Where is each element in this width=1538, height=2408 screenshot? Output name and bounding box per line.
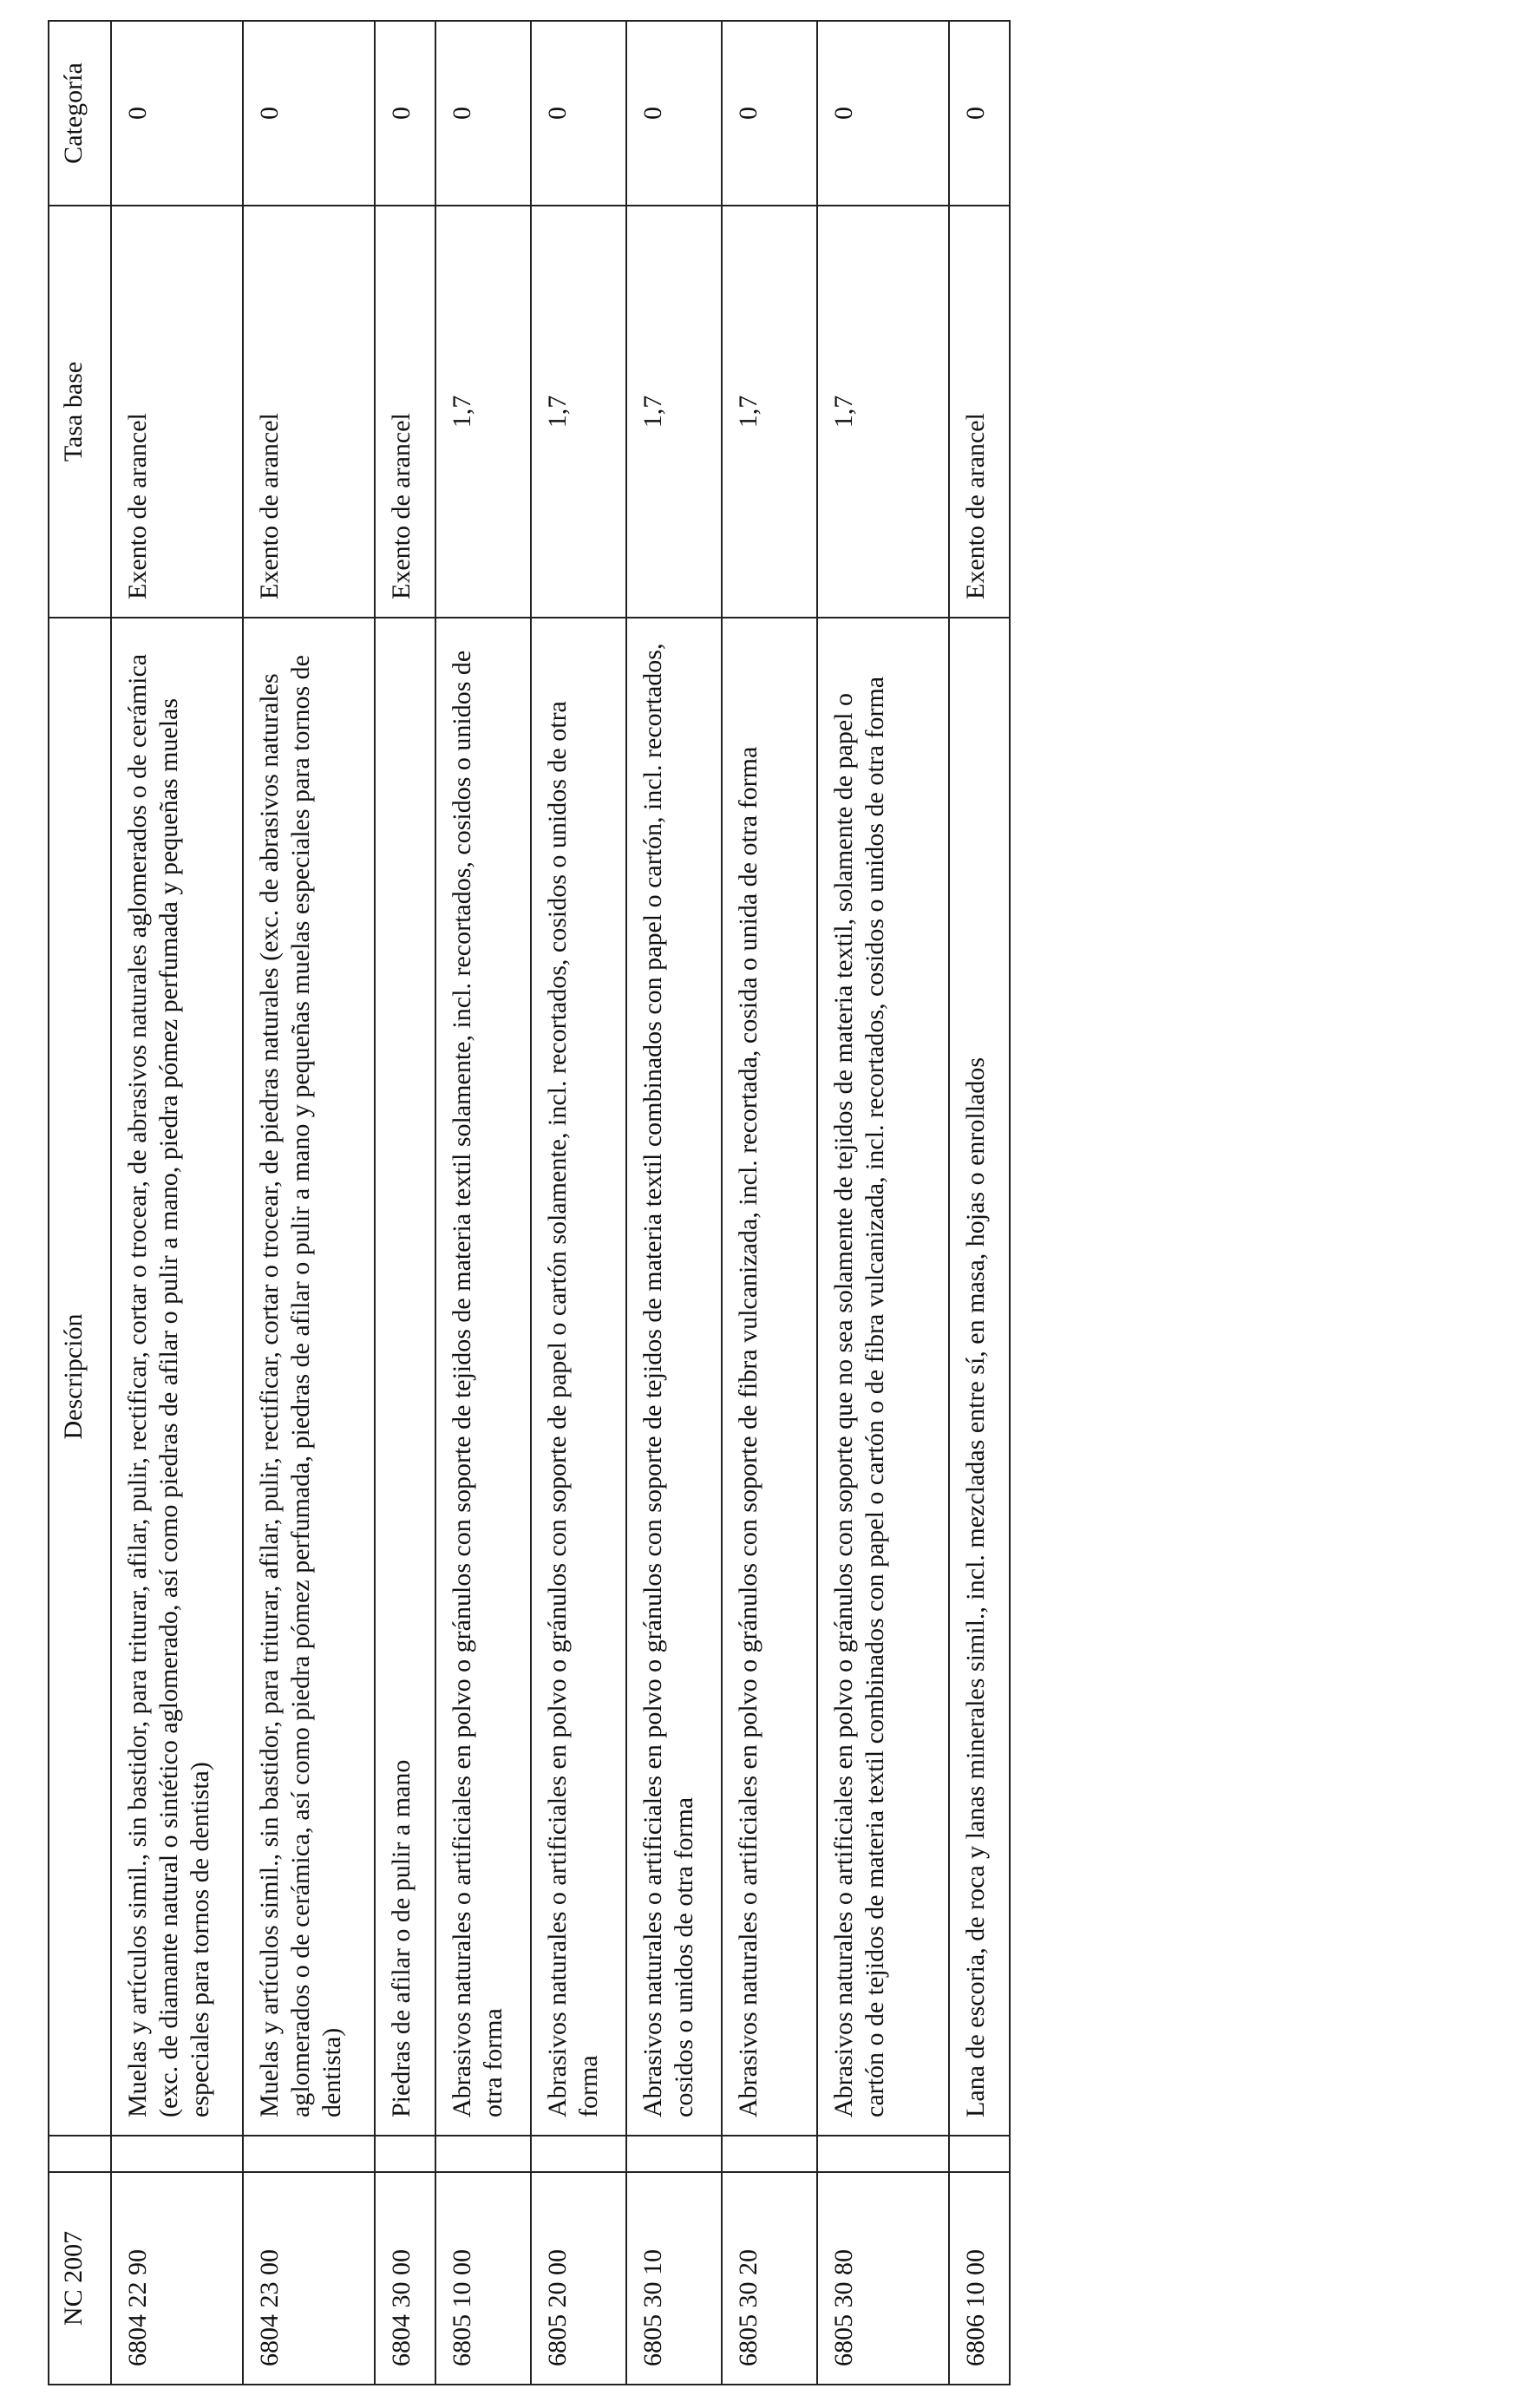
table-row	[722, 21, 817, 2385]
header-categoria: Categoría	[49, 21, 111, 206]
cell-categoria: 0	[435, 21, 531, 206]
rotated-page	[48, 22, 1006, 2385]
cell-nc: 6804 30 00	[375, 2172, 435, 2385]
cell-spacer	[626, 2136, 722, 2172]
table-row	[243, 21, 375, 2385]
cell-spacer	[375, 2136, 435, 2172]
cell-spacer	[817, 2136, 949, 2172]
cell-tasa-base: 1,7	[722, 206, 817, 618]
table-row	[817, 21, 949, 2385]
cell-descripcion: Abrasivos naturales o artificiales en polvo o gránulos con soporte de tejidos de materia textil solamente, incl. recortados, cosidos o unidos de otra forma	[435, 618, 531, 2136]
cell-tasa-base: 1,7	[435, 206, 531, 618]
cell-categoria: 0	[949, 21, 1010, 206]
cell-descripcion: Muelas y artículos simil., sin bastidor, para triturar, afilar, pulir, rectificar, cortar o trocear, de abrasivos naturales aglomerados o de cerámica (exc. de diamante natural o sintético aglomerado, así como piedras de afilar o pulir a mano, piedra pómez perfumada y pequeñas muelas especiales para tornos de dentista)	[111, 618, 243, 2136]
table-header-row	[49, 21, 111, 2385]
cell-spacer	[111, 2136, 243, 2172]
cell-categoria: 0	[531, 21, 626, 206]
table-row	[626, 21, 722, 2385]
cell-nc: 6805 30 20	[722, 2172, 817, 2385]
cell-nc: 6804 22 90	[111, 2172, 243, 2385]
cell-categoria: 0	[243, 21, 375, 206]
header-spacer	[49, 2136, 111, 2172]
cell-spacer	[722, 2136, 817, 2172]
table-row	[111, 21, 243, 2385]
cell-categoria: 0	[626, 21, 722, 206]
cell-descripcion: Piedras de afilar o de pulir a mano	[375, 618, 435, 2136]
cell-descripcion: Muelas y artículos simil., sin bastidor, para triturar, afilar, pulir, rectificar, cortar o trocear, de piedras naturales (exc. de abrasivos naturales aglomerados o de cerámica, así como piedra pómez perfumada, piedras de afilar o pulir a mano y pequeñas muelas especiales para tornos de dentista)	[243, 618, 375, 2136]
tariff-table	[48, 20, 1011, 2385]
cell-descripcion: Abrasivos naturales o artificiales en polvo o gránulos con soporte de papel o cartón solamente, incl. recortados, cosidos o unidos de otra forma	[531, 618, 626, 2136]
table-row	[375, 21, 435, 2385]
cell-nc: 6805 30 80	[817, 2172, 949, 2385]
cell-tasa-base: 1,7	[626, 206, 722, 618]
cell-nc: 6805 30 10	[626, 2172, 722, 2385]
cell-nc: 6804 23 00	[243, 2172, 375, 2385]
cell-tasa-base: 1,7	[817, 206, 949, 618]
cell-categoria: 0	[375, 21, 435, 206]
table-row	[435, 21, 531, 2385]
cell-tasa-base: Exento de arancel	[243, 206, 375, 618]
cell-nc: 6805 20 00	[531, 2172, 626, 2385]
cell-tasa-base: 1,7	[531, 206, 626, 618]
header-tasa-base: Tasa base	[49, 206, 111, 618]
table-row	[949, 21, 1010, 2385]
cell-tasa-base: Exento de arancel	[949, 206, 1010, 618]
cell-nc: 6805 10 00	[435, 2172, 531, 2385]
cell-spacer	[243, 2136, 375, 2172]
cell-descripcion: Abrasivos naturales o artificiales en polvo o gránulos con soporte que no sea solamente de tejidos de materia textil, solamente de papel o cartón o de tejidos de materia textil combinados con papel o cartón o de fibra vulcanizada, incl. recortados, cosidos o unidos de otra forma	[817, 618, 949, 2136]
cell-spacer	[949, 2136, 1010, 2172]
cell-tasa-base: Exento de arancel	[111, 206, 243, 618]
cell-descripcion: Abrasivos naturales o artificiales en polvo o gránulos con soporte de tejidos de materia textil combinados con papel o cartón, incl. recortados, cosidos o unidos de otra forma	[626, 618, 722, 2136]
table-row	[531, 21, 626, 2385]
cell-categoria: 0	[722, 21, 817, 206]
cell-categoria: 0	[817, 21, 949, 206]
cell-nc: 6806 10 00	[949, 2172, 1010, 2385]
cell-categoria: 0	[111, 21, 243, 206]
cell-spacer	[435, 2136, 531, 2172]
header-nc: NC 2007	[49, 2172, 111, 2385]
cell-descripcion: Lana de escoria, de roca y lanas minerales simil., incl. mezcladas entre sí, en masa, hojas o enrollados	[949, 618, 1010, 2136]
cell-spacer	[531, 2136, 626, 2172]
cell-descripcion: Abrasivos naturales o artificiales en polvo o gránulos con soporte de fibra vulcanizada, incl. recortada, cosida o unida de otra forma	[722, 618, 817, 2136]
cell-tasa-base: Exento de arancel	[375, 206, 435, 618]
header-descripcion: Descripción	[49, 618, 111, 2136]
